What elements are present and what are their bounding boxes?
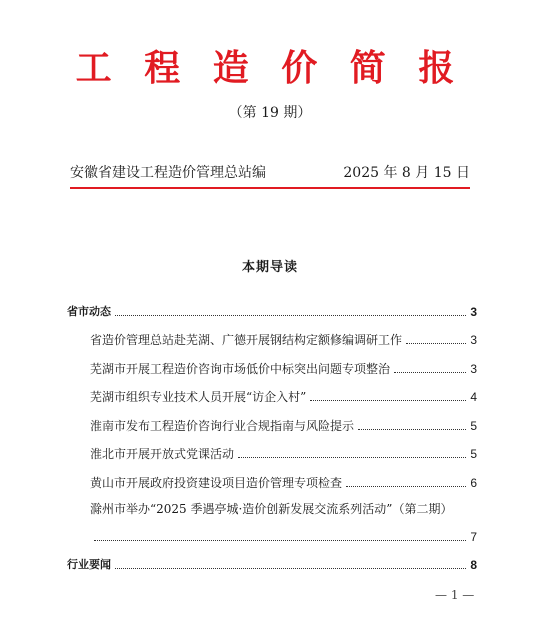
toc-item-title: 芜湖市组织专业技术人员开展“访企入村” — [90, 390, 307, 404]
toc-page-number: 4 — [470, 390, 477, 404]
toc-page-number: 8 — [470, 558, 477, 572]
toc-item-title: 滁州市举办“2025 季遇亭城·造价创新发展交流系列活动”（第二期） — [90, 501, 453, 516]
red-divider-rule — [70, 187, 470, 189]
dot-leader — [115, 315, 466, 316]
bulletin-masthead-title: 工 程 造 价 简 报 — [75, 47, 465, 89]
dot-leader — [115, 568, 466, 569]
dot-leader — [310, 400, 466, 401]
dot-leader — [406, 343, 466, 344]
toc-page-number: 3 — [470, 333, 477, 347]
dot-leader — [394, 372, 466, 373]
toc-item-entry[interactable] — [67, 320, 477, 349]
toc-page-number: 6 — [470, 475, 477, 490]
toc-item-title: 淮北市开展开放式党课活动 — [90, 447, 235, 461]
toc-page-number: 3 — [470, 304, 477, 319]
dot-leader — [238, 457, 466, 458]
toc-item-title: 淮南市发布工程造价咨询行业合规指南与风险提示 — [90, 418, 355, 433]
page-number-footer: — 1 — — [435, 588, 475, 602]
toc-item-title: 芜湖市开展工程造价咨询市场低价中标突出问题专项整治 — [90, 361, 391, 376]
dot-leader — [346, 486, 466, 487]
dot-leader — [94, 540, 466, 541]
toc-item-entry[interactable] — [67, 462, 477, 491]
toc-section-entry[interactable] — [67, 545, 477, 574]
toc-item-entry[interactable] — [67, 434, 477, 463]
toc-page-number: 5 — [470, 418, 477, 433]
toc-item-entry[interactable] — [67, 348, 477, 377]
toc-section-title: 省市动态 — [67, 304, 111, 318]
dot-leader — [358, 429, 466, 430]
toc-page-number: 5 — [470, 447, 477, 461]
toc-item-entry[interactable] — [67, 501, 477, 545]
toc-page-number: 3 — [470, 361, 477, 376]
toc-page-number: 7 — [470, 529, 477, 544]
issue-number: （第 19 期） — [228, 105, 312, 121]
toc-item-entry[interactable] — [67, 377, 477, 406]
table-of-contents — [67, 291, 477, 573]
toc-section-title: 行业要闻 — [67, 558, 111, 571]
toc-heading: 本期导读 — [241, 260, 298, 275]
publisher-name: 安徽省建设工程造价管理总站编 — [70, 165, 266, 181]
toc-item-entry[interactable] — [67, 405, 477, 434]
toc-item-title: 省造价管理总站赴芜湖、广德开展钢结构定额修编调研工作 — [90, 333, 403, 347]
publication-date: 2025 年 8 月 15 日 — [343, 165, 470, 181]
toc-section-entry[interactable] — [67, 291, 477, 320]
toc-item-title: 黄山市开展政府投资建设项目造价管理专项检查 — [90, 475, 343, 490]
